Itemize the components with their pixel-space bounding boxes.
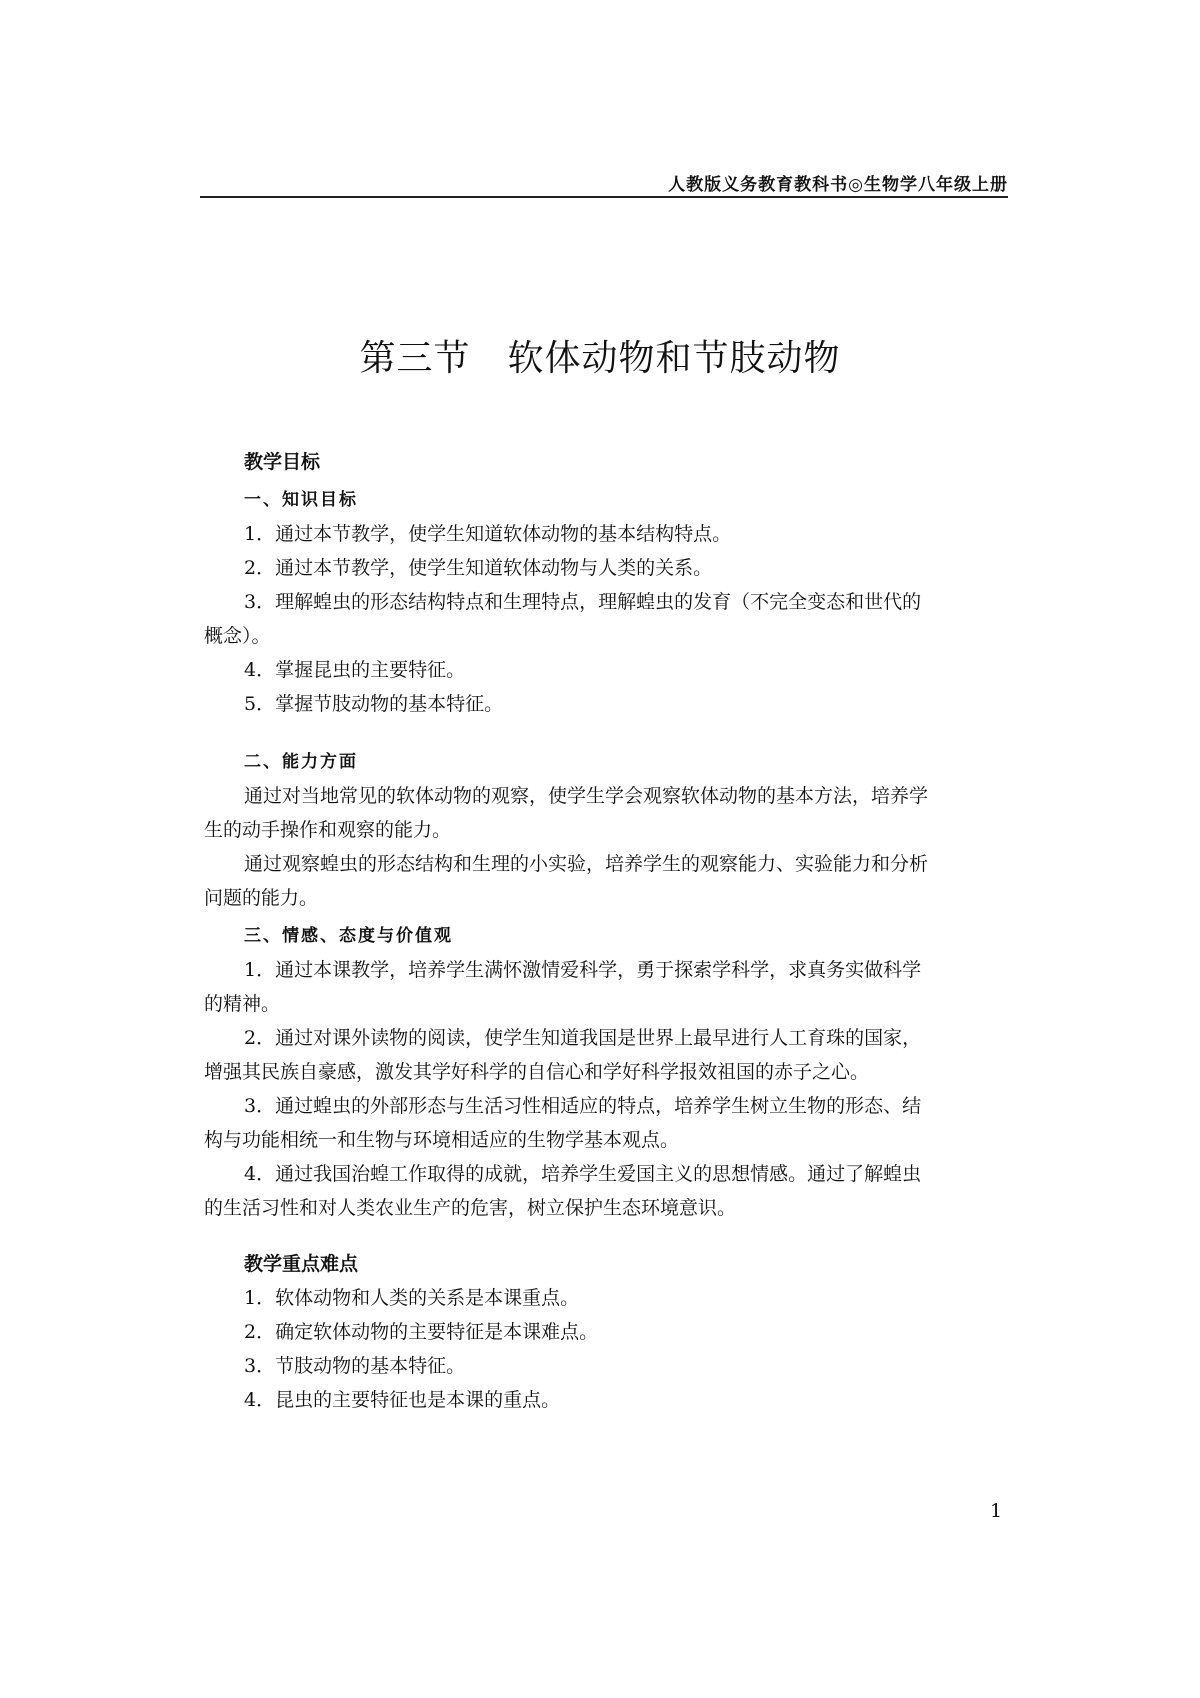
emotion-line: 增强其民族自豪感，激发其学好科学的自信心和学好科学报效祖国的赤子之心。 <box>204 1061 870 1083</box>
heading-teaching-objectives: 教学目标 <box>244 451 321 473</box>
heading-emotion-attitude-values: 三、情感、态度与价值观 <box>244 926 453 946</box>
section-title: 第三节 软体动物和节肢动物 <box>359 338 841 379</box>
key-point-line: 2．确定软体动物的主要特征是本课难点。 <box>244 1321 599 1343</box>
ability-line: 通过观察蝗虫的形态结构和生理的小实验，培养学生的观察能力、实验能力和分析 <box>244 853 929 875</box>
knowledge-line: 2．通过本节教学，使学生知道软体动物与人类的关系。 <box>244 557 713 579</box>
emotion-line: 的精神。 <box>204 993 281 1015</box>
knowledge-line: 3．理解蝗虫的形态结构特点和生理特点，理解蝗虫的发育（不完全变态和世代的 <box>244 591 922 613</box>
emotion-line: 3．通过蝗虫的外部形态与生活习性相适应的特点，培养学生树立生物的形态、结 <box>244 1095 922 1117</box>
knowledge-line: 概念）。 <box>204 625 271 647</box>
ability-line: 生的动手操作和观察的能力。 <box>204 819 452 841</box>
page-number: 1 <box>990 1500 1003 1522</box>
header-rule <box>200 196 1008 198</box>
key-point-line: 3．节肢动物的基本特征。 <box>244 1355 466 1377</box>
knowledge-line: 5．掌握节肢动物的基本特征。 <box>244 693 504 715</box>
emotion-line: 4．通过我国治蝗工作取得的成就，培养学生爱国主义的思想情感。通过了解蝗虫 <box>244 1163 922 1185</box>
emotion-line: 的生活习性和对人类农业生产的危害，树立保护生态环境意识。 <box>204 1197 737 1219</box>
heading-ability: 二、能力方面 <box>244 752 358 772</box>
emotion-line: 2．通过对课外读物的阅读，使学生知道我国是世界上最早进行人工育珠的国家， <box>244 1027 922 1049</box>
key-point-line: 4．昆虫的主要特征也是本课的重点。 <box>244 1389 561 1411</box>
running-header: 人教版义务教育教科书◎生物学八年级上册 <box>668 175 1008 195</box>
ability-line: 问题的能力。 <box>204 887 319 909</box>
knowledge-line: 1．通过本节教学，使学生知道软体动物的基本结构特点。 <box>244 523 732 545</box>
emotion-line: 构与功能相统一和生物与环境相适应的生物学基本观点。 <box>204 1129 680 1151</box>
heading-knowledge-objectives: 一、知识目标 <box>244 490 358 510</box>
heading-key-difficult-points: 教学重点难点 <box>244 1253 359 1275</box>
emotion-line: 1．通过本课教学，培养学生满怀激情爱科学，勇于探索学科学，求真务实做科学 <box>244 959 922 981</box>
ability-line: 通过对当地常见的软体动物的观察，使学生学会观察软体动物的基本方法，培养学 <box>244 785 929 807</box>
knowledge-line: 4．掌握昆虫的主要特征。 <box>244 659 466 681</box>
key-point-line: 1．软体动物和人类的关系是本课重点。 <box>244 1287 580 1309</box>
